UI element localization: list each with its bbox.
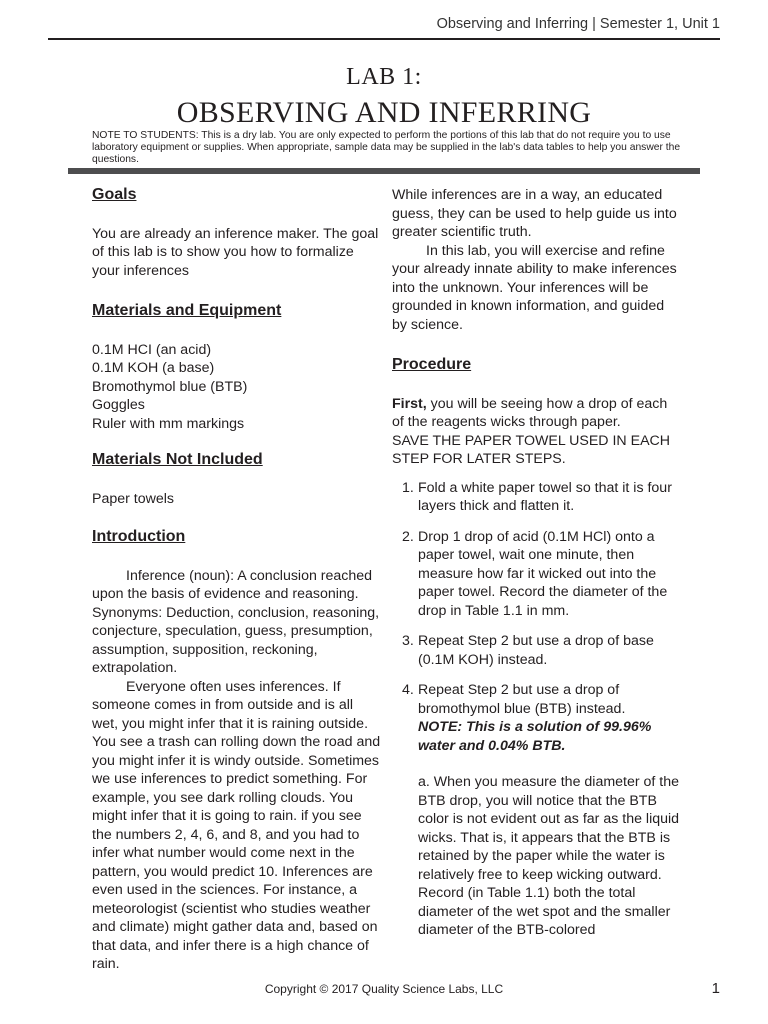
goals-text: You are already an inference maker. The goal of this lab is to show you how to formalize your inferences [92,225,379,279]
introduction-heading: Introduction [92,528,186,545]
intro-paragraph-1: Inference (noun): A conclusion reached upon the basis of evidence and reasoning. Synonyms: Deduction, conclusion, reasoning, conjecture, speculation, guess, presumption, assumption, supposition, reckoning, extrapolation. [92,567,380,676]
not-included-item: Paper towels [92,490,175,507]
page-number: 1 [711,980,720,997]
procedure-step [392,681,682,940]
intro-continued: While inferences are in a way, an educated guess, they can be used to help guide us into greater scientific truth. [392,187,677,240]
step-text: Repeat Step 2 but use a drop of base (0.1M KOH) instead. [418,633,654,668]
lab-number: LAB 1: [346,64,422,90]
note-to-students: NOTE TO STUDENTS: This is a dry lab. You are only expected to perform the portions of this lab that do not require you to use laboratory equipment or supplies. When appropriate, sample data may be supplied in the lab's data tables to help you answer the questions. [92,130,681,165]
step-number: 1. [402,479,414,496]
step-number: 4. [402,682,414,698]
procedure-heading: Procedure [392,356,472,373]
materials-item: 0.1M KOH (a base) [92,360,215,376]
right-column [392,186,682,940]
procedure-step [392,632,682,669]
step-text: Fold a white paper towel so that it is four layers thick and flatten it. [418,479,672,514]
procedure-intro [392,395,682,432]
step-4-note: NOTE: This is a solution of 99.96% water and 0.04% BTB. [418,719,652,754]
first-label: First, [392,395,427,412]
copyright-footer: Copyright © 2017 Quality Science Labs, LLC [264,982,504,996]
materials-list [92,341,382,434]
procedure-step [392,479,682,516]
materials-heading: Materials and Equipment [92,302,282,319]
lab-title: OBSERVING AND INFERRING [176,96,592,129]
save-instruction: SAVE THE PAPER TOWEL USED IN EACH STEP FOR LATER STEPS. [392,432,671,467]
goals-heading: Goals [92,186,137,203]
not-included-heading: Materials Not Included [92,451,263,468]
step-text: Drop 1 drop of acid (0.1M HCl) onto a paper towel, wait one minute, then measure how far it wicked out into the paper towel. Record the diameter of the drop in Table 1.1 in mm. [418,528,668,619]
first-text: you will be seeing how a drop of each of the reagents wicks through paper. [392,395,668,430]
header-divider [48,38,720,40]
running-header: Observing and Inferring | Semester 1, Unit 1 [436,16,720,32]
left-column [92,186,382,974]
materials-item: Ruler with mm markings [92,415,245,432]
materials-item: Bromothymol blue (BTB) [92,378,248,395]
step-4-substep-a: a. When you measure the diameter of the BTB drop, you will notice that the BTB color is not evident out as far as the liquid wicks. That is, it appears that the BTB is retained by the paper while the water is relatively free to keep wicking outward. Record (in Table 1.1) both the total diameter of the wet spot and the smaller diameter of the BTB-colored [418,774,680,938]
materials-item: Goggles [92,397,145,413]
materials-item: 0.1M HCI (an acid) [92,341,212,358]
procedure-step [392,528,682,621]
procedure-steps [392,479,682,940]
step-number: 3. [402,633,414,649]
step-text: Repeat Step 2 but use a drop of bromothymol blue (BTB) instead. [418,682,626,717]
intro-paragraph-2: Everyone often uses inferences. If someone comes in from outside and is all wet, you might infer that it is raining outside. You see a trash can rolling down the road and you might infer it is windy outside. Sometimes we use inferences to predict something. For example, you see dark rolling clouds. You might infer that it is going to rain. if you see the numbers 2, 4, 6, and 8, and you had to infer what number would come next in the pattern, you would predict 10. Inferences are even used in the sciences. For instance, a meteorologist (scientist who studies weather and climate) might gather data and, based on that data, and infer there is a high chance of rain. [92,678,381,972]
title-divider [68,168,700,174]
intro-paragraph-3: In this lab, you will exercise and refine your already innate ability to make inferences into the unknown. Your inferences will be grounded in known information, and guided by science. [392,242,677,333]
step-number: 2. [402,528,414,545]
